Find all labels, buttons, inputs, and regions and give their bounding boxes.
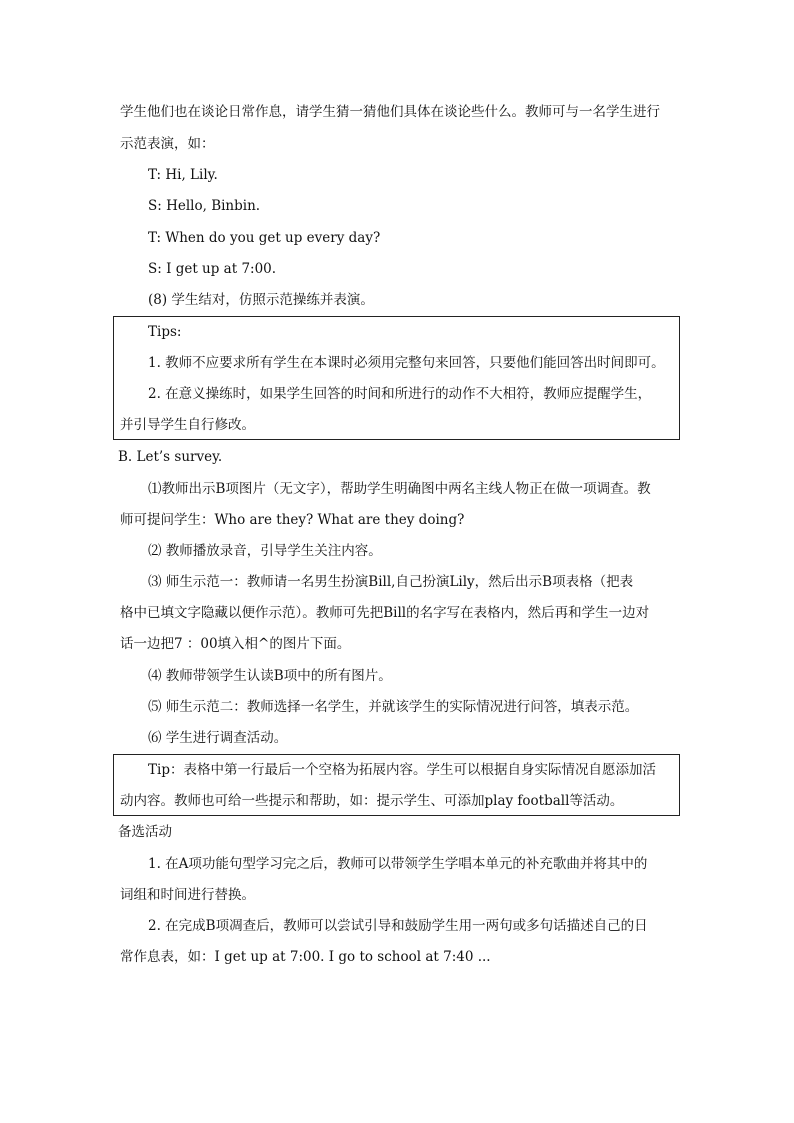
section-b-p3-line-3: 话一边把7 ：00填入相^的图片下面。 [120, 636, 351, 652]
step-8: (8) 学生结对，仿照示范操练并表演。 [148, 292, 374, 308]
section-b-p3-line-2: 格中已填文字隐藏以便作示范）。教师可先把Bill的名字写在表格内，然后再和学生一边对 [120, 605, 650, 621]
intro-line-2: 示范表演，如： [120, 136, 215, 152]
section-b-heading: B. Let’s survey. [118, 449, 223, 465]
section-b-p1-line-1: ⑴教师出示B项图片（无文字），帮助学生明确图中两名主线人物正在做一项调查。教 [148, 481, 651, 497]
tip-2-line-1: 2. 在意义操练时，如果学生回答的时间和所进行的动作不大相符，教师应提醒学生， [148, 386, 652, 402]
section-b-p3-line-1: ⑶ 师生示范一：教师请一名男生扮演Bill,自己扮演Lily，然后出示B项表格（把表 [148, 574, 634, 590]
tip-box-2-line-2: 动内容。教师也可给一些提示和帮助，如：提示学生、可添加play football等活动。 [120, 793, 624, 809]
tip-2-line-2: 并引导学生自行修改。 [120, 417, 255, 433]
section-b-p5: ⑸ 师生示范二：教师选择一名学生，并就该学生的实际情况进行问答，填表示范。 [148, 699, 639, 715]
section-b-p2: ⑵ 教师播放录音，引导学生关注内容。 [148, 543, 382, 559]
dialogue-line-4: S: I get up at 7:00. [148, 261, 277, 277]
dialogue-line-2: S: Hello, Binbin. [148, 198, 261, 214]
optional-heading: 备选活动 [118, 824, 172, 840]
section-b-p6: ⑹ 学生进行调查活动。 [148, 730, 288, 746]
tip-box-2-line-1: Tip：表格中第一行最后一个空格为拓展内容。学生可以根据自身实际情况自愿添加活 [148, 762, 656, 778]
optional-item-2-line-1: 2. 在完成B项凋查后，教师可以尝试引导和鼓励学生用一两句或多句话描述自己的日 [148, 918, 648, 934]
dialogue-line-3: T: When do you get up every day? [148, 230, 381, 246]
optional-item-1-line-2: 词组和时间进行替换。 [120, 887, 255, 903]
section-b-p1-line-2: 师可提问学生：Who are they? What are they doing? [120, 512, 465, 528]
optional-item-2-line-2: 常作息表，如：I get up at 7:00. I go to school at 7:40 ... [120, 949, 491, 965]
optional-item-1-line-1: 1. 在A项功能句型学习完之后，教师可以带领学生学唱本单元的补充歌曲并将其中的 [148, 856, 648, 872]
tips-title: Tips: [148, 324, 182, 340]
intro-line-1: 学生他们也在谈论日常作息，请学生猜一猜他们具体在谈论些什么。教师可与一名学生进行 [120, 104, 660, 120]
dialogue-line-1: T: Hi, Lily. [148, 167, 218, 183]
tip-1: 1. 教师不应要求所有学生在本课时必须用完整句来回答，只要他们能回答出时间即可。 [148, 355, 665, 371]
section-b-p4: ⑷ 教师带领学生认读B项中的所有图片。 [148, 668, 392, 684]
